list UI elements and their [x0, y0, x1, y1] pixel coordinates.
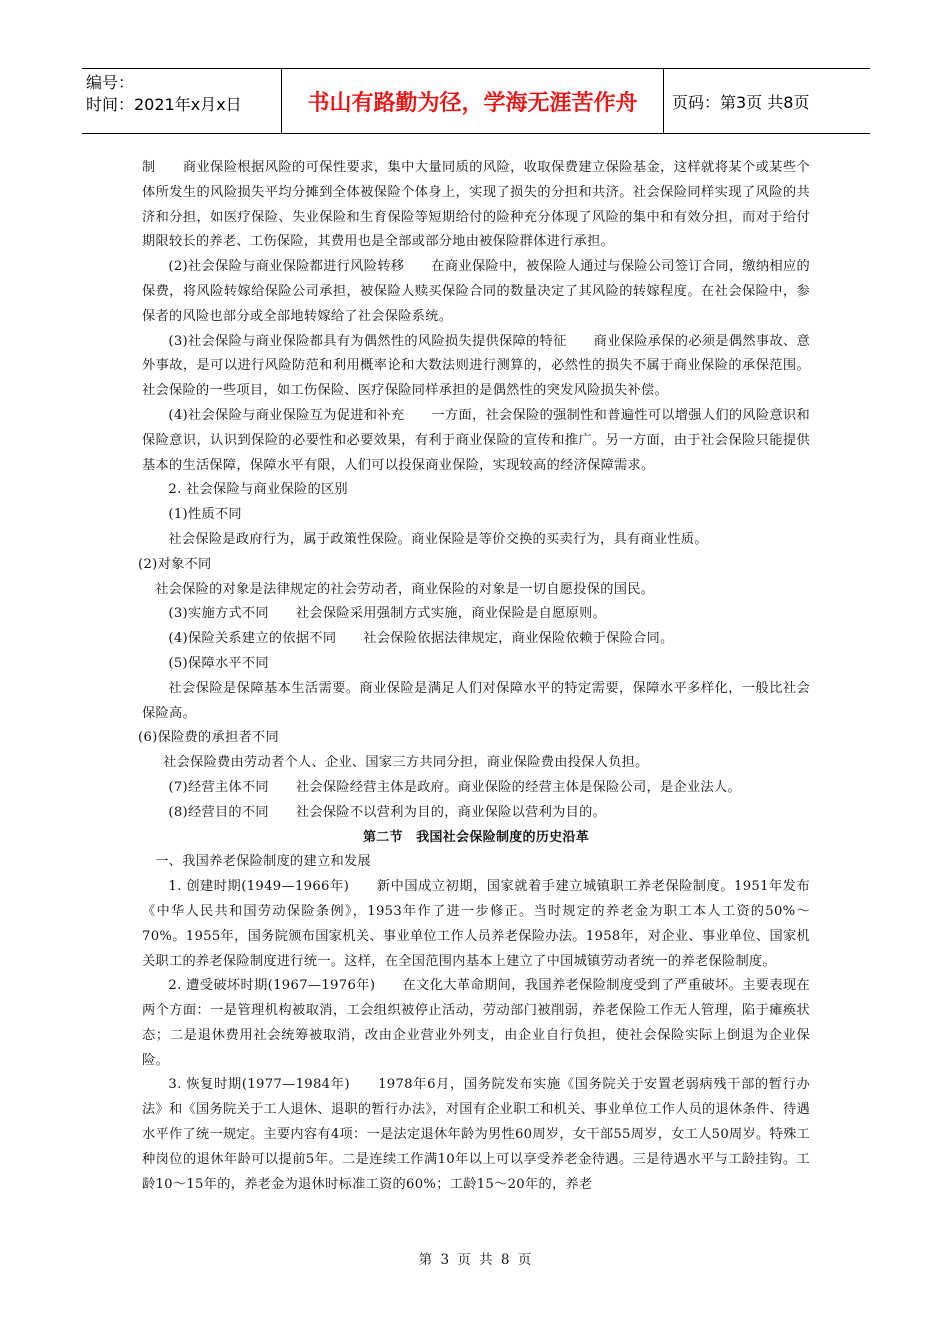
body-text	[138, 156, 810, 1197]
section-title: 第二节 我国社会保险制度的历史沿革	[362, 829, 590, 845]
header-page-label: 页码：第3页 共8页	[672, 92, 810, 112]
paragraph: 2. 遭受破坏时期(1967—1976年) 在文化大革命期间，我国养老保险制度受到了严重破坏。主要表现在两个方面：一是管理机构被取消，工会组织被停止活动，劳动部门被削弱，养老保险工作无人管理，陷于瘫痪状态；二是退休费用社会统筹被取消，改由企业营业外列支，由企业自行负担，使社会保险实际上倒退为企业保险。	[142, 978, 810, 1068]
paragraph: (7)经营主体不同 社会保险经营主体是政府。商业保险的经营主体是保险公司，是企业法人。	[168, 779, 741, 795]
paragraph: 3. 恢复时期(1977—1984年) 1978年6月，国务院发布实施《国务院关于安置老弱病残干部的暂行办法》和《国务院关于工人退休、退职的暂行办法》，对国有企业职工和机关、事业单位工作人员的退休条件、待遇水平作了统一规定。主要内容有4项：一是法定退休年龄为男性60周岁，女干部55周岁，女工人50周岁。特殊工种岗位的退休年龄可以提前5年。二是连续工作满10年以上可以享受养老金待遇。三是待遇水平与工龄挂钩。工龄10～15年的，养老金为退休时标准工资的60%；工龄15～20年的，养老	[142, 1077, 810, 1192]
list-heading: (6)保险费的承担者不同	[138, 730, 279, 746]
paragraph: (3)实施方式不同 社会保险采用强制方式实施，商业保险是自愿原则。	[168, 606, 607, 622]
page-footer: 第 3 页 共 8 页	[418, 1252, 532, 1268]
paragraph: (4)社会保险与商业保险互为促进和补充 一方面，社会保险的强制性和普遍性可以增强人们的风险意识和保险意识，认识到保险的必要性和必要效果，有利于商业保险的宣传和推广。另一方面，由于社会保险只能提供基本的生活保障，保障水平有限，人们可以投保商业保险，实现较高的经济保障需求。	[142, 407, 810, 473]
paragraph: 社会保险是保障基本生活需要。商业保险是满足人们对保障水平的特定需要，保障水平多样化，一般比社会保险高。	[142, 680, 810, 721]
paragraph: 1. 创建时期(1949—1966年) 新中国成立初期，国家就着手建立城镇职工养老保险制度。1951年发布《中华人民共和国劳动保险条例》，1953年作了进一步修正。当时规定的养老金为职工本人工资的50%～70%。1955年，国务院颁布国家机关、事业单位工作人员养老保险办法。1958年，对企业、事业单位、国家机关职工的养老保险制度进行统一。这样，在全国范围内基本上建立了中国城镇劳动者统一的养老保险制度。	[142, 879, 810, 969]
list-heading: (2)对象不同	[138, 556, 212, 572]
paragraph: 社会保险是政府行为，属于政策性保险。商业保险是等价交换的买卖行为，具有商业性质。	[168, 531, 708, 547]
paragraph: 社会保险的对象是法律规定的社会劳动者，商业保险的对象是一切自愿投保的国民。	[155, 581, 655, 597]
number-label: 编号：	[86, 73, 135, 92]
list-heading: (1)性质不同	[168, 507, 242, 523]
paragraph: (2)社会保险与商业保险都进行风险转移 在商业保险中，被保险人通过与保险公司签订合同，缴纳相应的保费，将风险转嫁给保险公司承担，被保险人赎买保险合同的数量决定了其风险的转嫁程度。在社会保险中，参保者的风险也部分或全部地转嫁给了社会保险系统。	[142, 259, 810, 324]
list-heading: (5)保障水平不同	[168, 655, 269, 671]
paragraph: (3)社会保险与商业保险都具有为偶然性的风险损失提供保障的特征 商业保险承保的必须是偶然事故、意外事故，是可以进行风险防范和利用概率论和大数法则进行测算的，必然性的损失不属于商业保险的承保范围。社会保险的一些项目，如工伤保险、医疗保险同样承担的是偶然性的突发风险损失补偿。	[142, 333, 810, 399]
paragraph: (4)保险关系建立的依据不同 社会保险依据法律规定，商业保险依赖于保险合同。	[168, 631, 674, 647]
time-label: 时间：2021年x月x日	[86, 95, 242, 114]
paragraph: (8)经营目的不同 社会保险不以营利为目的，商业保险以营利为目的。	[168, 804, 607, 820]
header-motto: 书山有路勤为径，学海无涯苦作舟	[282, 69, 664, 133]
header-info-cell	[82, 69, 282, 133]
page-header	[82, 68, 870, 134]
subsection-title: 一、我国养老保险制度的建立和发展	[155, 854, 371, 870]
paragraph: 社会保险费由劳动者个人、企业、国家三方共同分担，商业保险费由投保人负担。	[163, 755, 649, 771]
list-heading: 2. 社会保险与商业保险的区别	[168, 482, 348, 498]
paragraph: 制 商业保险根据风险的可保性要求，集中大量同质的风险，收取保费建立保险基金，这样就将某个或某些个体所发生的风险损失平均分摊到全体被保险个体身上，实现了损失的分担和共济。社会保险同样实现了风险的共济和分担，如医疗保险、失业保险和生育保险等短期给付的险种充分体现了风险的集中和有效分担，而对于给付期限较长的养老、工伤保险，其费用也是全部或部分地由被保险群体进行承担。	[142, 160, 810, 250]
